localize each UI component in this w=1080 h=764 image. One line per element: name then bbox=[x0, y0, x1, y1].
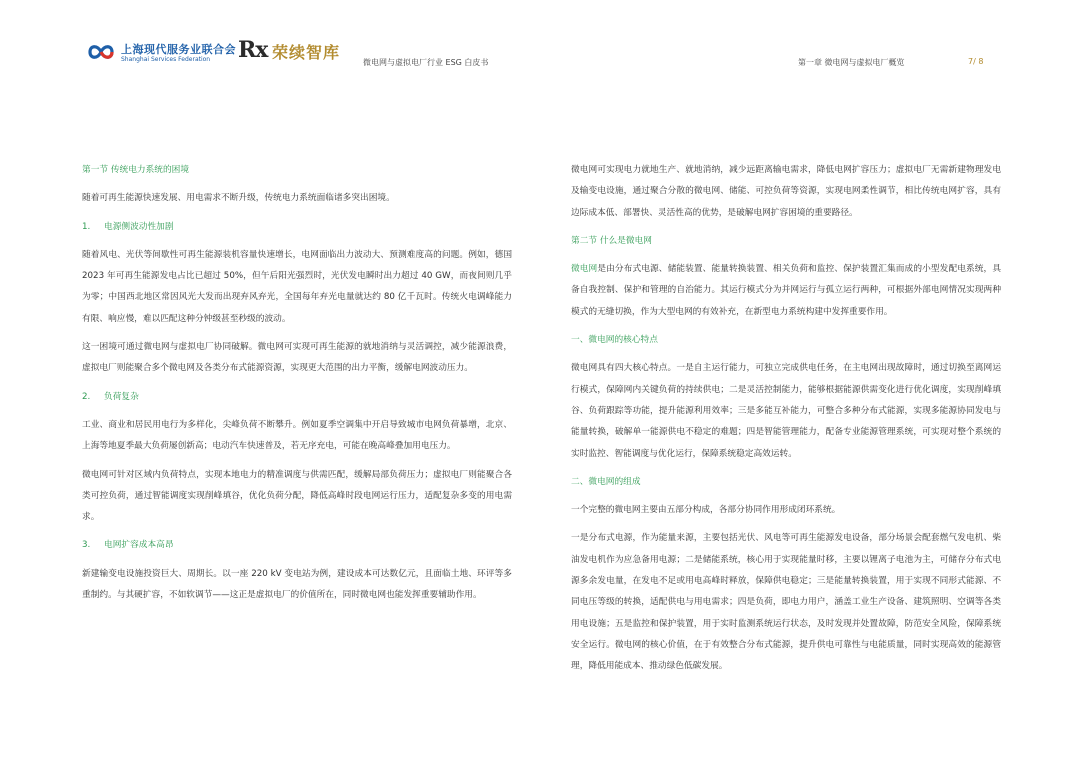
paragraph: 一是分布式电源，作为能量来源，主要包括光伏、风电等可再生能源发电设备，部分场景会配套燃气发电机、柴油发电机作为应急备用电源；二是储能系统，核心用于实现能量时移，主要以锂离子电池为主，可储存分布式电源多余发电量，在发电不足或用电高峰时释放，保障供电稳定；三是能量转换装置，用于实现不同形式能源、不同电压等级的转换，适配供电与用电需求；四是负荷，即电力用户，涵盖工业生产设备、建筑照明、空调等各类用电设施；五是监控和保护装置，用于实时监测系统运行状态，及时发现并处置故障，防范安全风险，保障系统安全运行。微电网的核心价值，在于有效整合分布式能源，提升供电可靠性与电能质量，同时实现高效的能源管理，降低用能成本、推动绿色低碳发展。 bbox=[571, 533, 1001, 672]
paragraph: 这一困境可通过微电网与虚拟电厂协同破解。微电网可实现可再生能源的就地消纳与灵活调控，减少能源浪费，虚拟电厂则能聚合多个微电网及各类分布式能源资源，实现更大范围的出力平衡，缓解电网波动压力。 bbox=[82, 342, 512, 374]
document-title: 微电网与虚拟电厂行业 ESG 白皮书 bbox=[363, 58, 489, 67]
subheading-3 bbox=[82, 535, 512, 556]
chapter-label: 第一章 微电网与虚拟电厂概览 bbox=[798, 58, 905, 67]
section-title: 第一节 传统电力系统的困境 bbox=[82, 165, 190, 175]
right-column bbox=[571, 160, 1001, 685]
subheading: 一、微电网的核心特点 bbox=[571, 335, 658, 346]
paragraph: 随着风电、光伏等间歇性可再生能源装机容量快速增长，电网面临出力波动大、预测难度高的问题。例如，德国 2023 年可再生能源发电占比已超过 50%，但午后阳光强烈时，光伏发电瞬时出力超过 40 GW，而夜间则几乎为零；中国西北地区常因风光大发而出现弃风弃光，全国每年弃光电量就达约 80 亿千瓦时。传统火电调峰能力有限、响应慢，难以匹配这种分钟级甚至秒级的波动。 bbox=[82, 249, 512, 324]
section-title: 第二节 什么是微电网 bbox=[571, 235, 652, 246]
highlighted-term: 微电网 bbox=[571, 264, 598, 275]
subheading-1 bbox=[82, 217, 512, 238]
subheading-number: 1. bbox=[82, 221, 91, 232]
subheading: 二、微电网的组成 bbox=[571, 476, 641, 487]
subheading-2 bbox=[82, 387, 512, 408]
subheading-number: 3. bbox=[82, 540, 91, 551]
paragraph: 微电网可针对区域内负荷特点，实现本地电力的精准调度与供需匹配，缓解局部负荷压力；虚拟电厂则能聚合各类可控负荷，通过智能调度实现削峰填谷，优化负荷分配，降低高峰时段电网运行压力，适配复杂多变的用电需求。 bbox=[82, 469, 512, 523]
paragraph: 工业、商业和居民用电行为多样化，尖峰负荷不断攀升。例如夏季空调集中开启导致城市电网负荷暴增，北京、上海等地夏季最大负荷屡创新高；电动汽车快速普及，若无序充电，可能在晚高峰叠加用电压力。 bbox=[82, 419, 512, 452]
page-header bbox=[0, 0, 1080, 80]
brand-name: 荣续智库 bbox=[272, 43, 341, 62]
paragraph-intro: 随着可再生能源快速发展、用电需求不断升级，传统电力系统面临诸多突出困境。 bbox=[82, 193, 395, 204]
subheading-text: 负荷复杂 bbox=[104, 391, 139, 402]
org-name-cn: 上海现代服务业联合会 bbox=[121, 43, 236, 56]
definition-text: 是由分布式电源、储能装置、能量转换装置、相关负荷和监控、保护装置汇集而成的小型发配电系统，具备自我控制、保护和管理的自治能力。其运行模式分为并网运行与孤立运行两种，可根据外部电网情况实现两种模式的无缝切换，作为大型电网的有效补充，在新型电力系统构建中发挥重要作用。 bbox=[571, 264, 1002, 317]
paragraph: 微电网具有四大核心特点。一是自主运行能力，可独立完成供电任务，在主电网出现故障时，通过切换至离网运行模式，保障网内关键负荷的持续供电；二是灵活控制能力，能够根据能源供需变化进行优化调度，实现削峰填谷、负荷跟踪等功能，提升能源利用效率；三是多能互补能力，可整合多种分布式能源，实现多能源协同发电与能量转换，破解单一能源供电不稳定的难题；四是智能管理能力，配备专业能源管理系统，可实现对整个系统的实时监控、智能调度与优化运行，保障系统稳定高效运转。 bbox=[571, 363, 1001, 459]
subheading-text: 电网扩容成本高昂 bbox=[104, 540, 174, 551]
paragraph: 微电网可实现电力就地生产、就地消纳，减少远距离输电需求，降低电网扩容压力；虚拟电厂无需新建物理发电及输变电设施，通过聚合分散的微电网、储能、可控负荷等资源，实现电网柔性调节，相比传统电网扩容，具有边际成本低、部署快、灵活性高的优势，是破解电网扩容困境的重要路径。 bbox=[571, 165, 1001, 218]
subheading-text: 电源侧波动性加剧 bbox=[104, 221, 174, 232]
subheading-number: 2. bbox=[82, 391, 91, 402]
paragraph: 一个完整的微电网主要由五部分构成，各部分协同作用形成闭环系统。 bbox=[571, 505, 841, 516]
paragraph: 新建输变电设施投资巨大、周期长。以一座 220 kV 变电站为例，建设成本可达数亿元，且面临土地、环评等多重制约。与其硬扩容，不如软调节——这正是虚拟电厂的价值所在，同时微电网也能发挥重要辅助作用。 bbox=[82, 568, 512, 601]
page-number: 7/ 8 bbox=[968, 57, 984, 66]
paragraph-definition bbox=[571, 259, 1001, 323]
org-name-en: Shanghai Services Federation bbox=[121, 56, 211, 63]
left-column bbox=[82, 160, 512, 613]
brand-logo-mark: Rx bbox=[238, 37, 268, 63]
federation-logo-icon bbox=[86, 40, 116, 64]
